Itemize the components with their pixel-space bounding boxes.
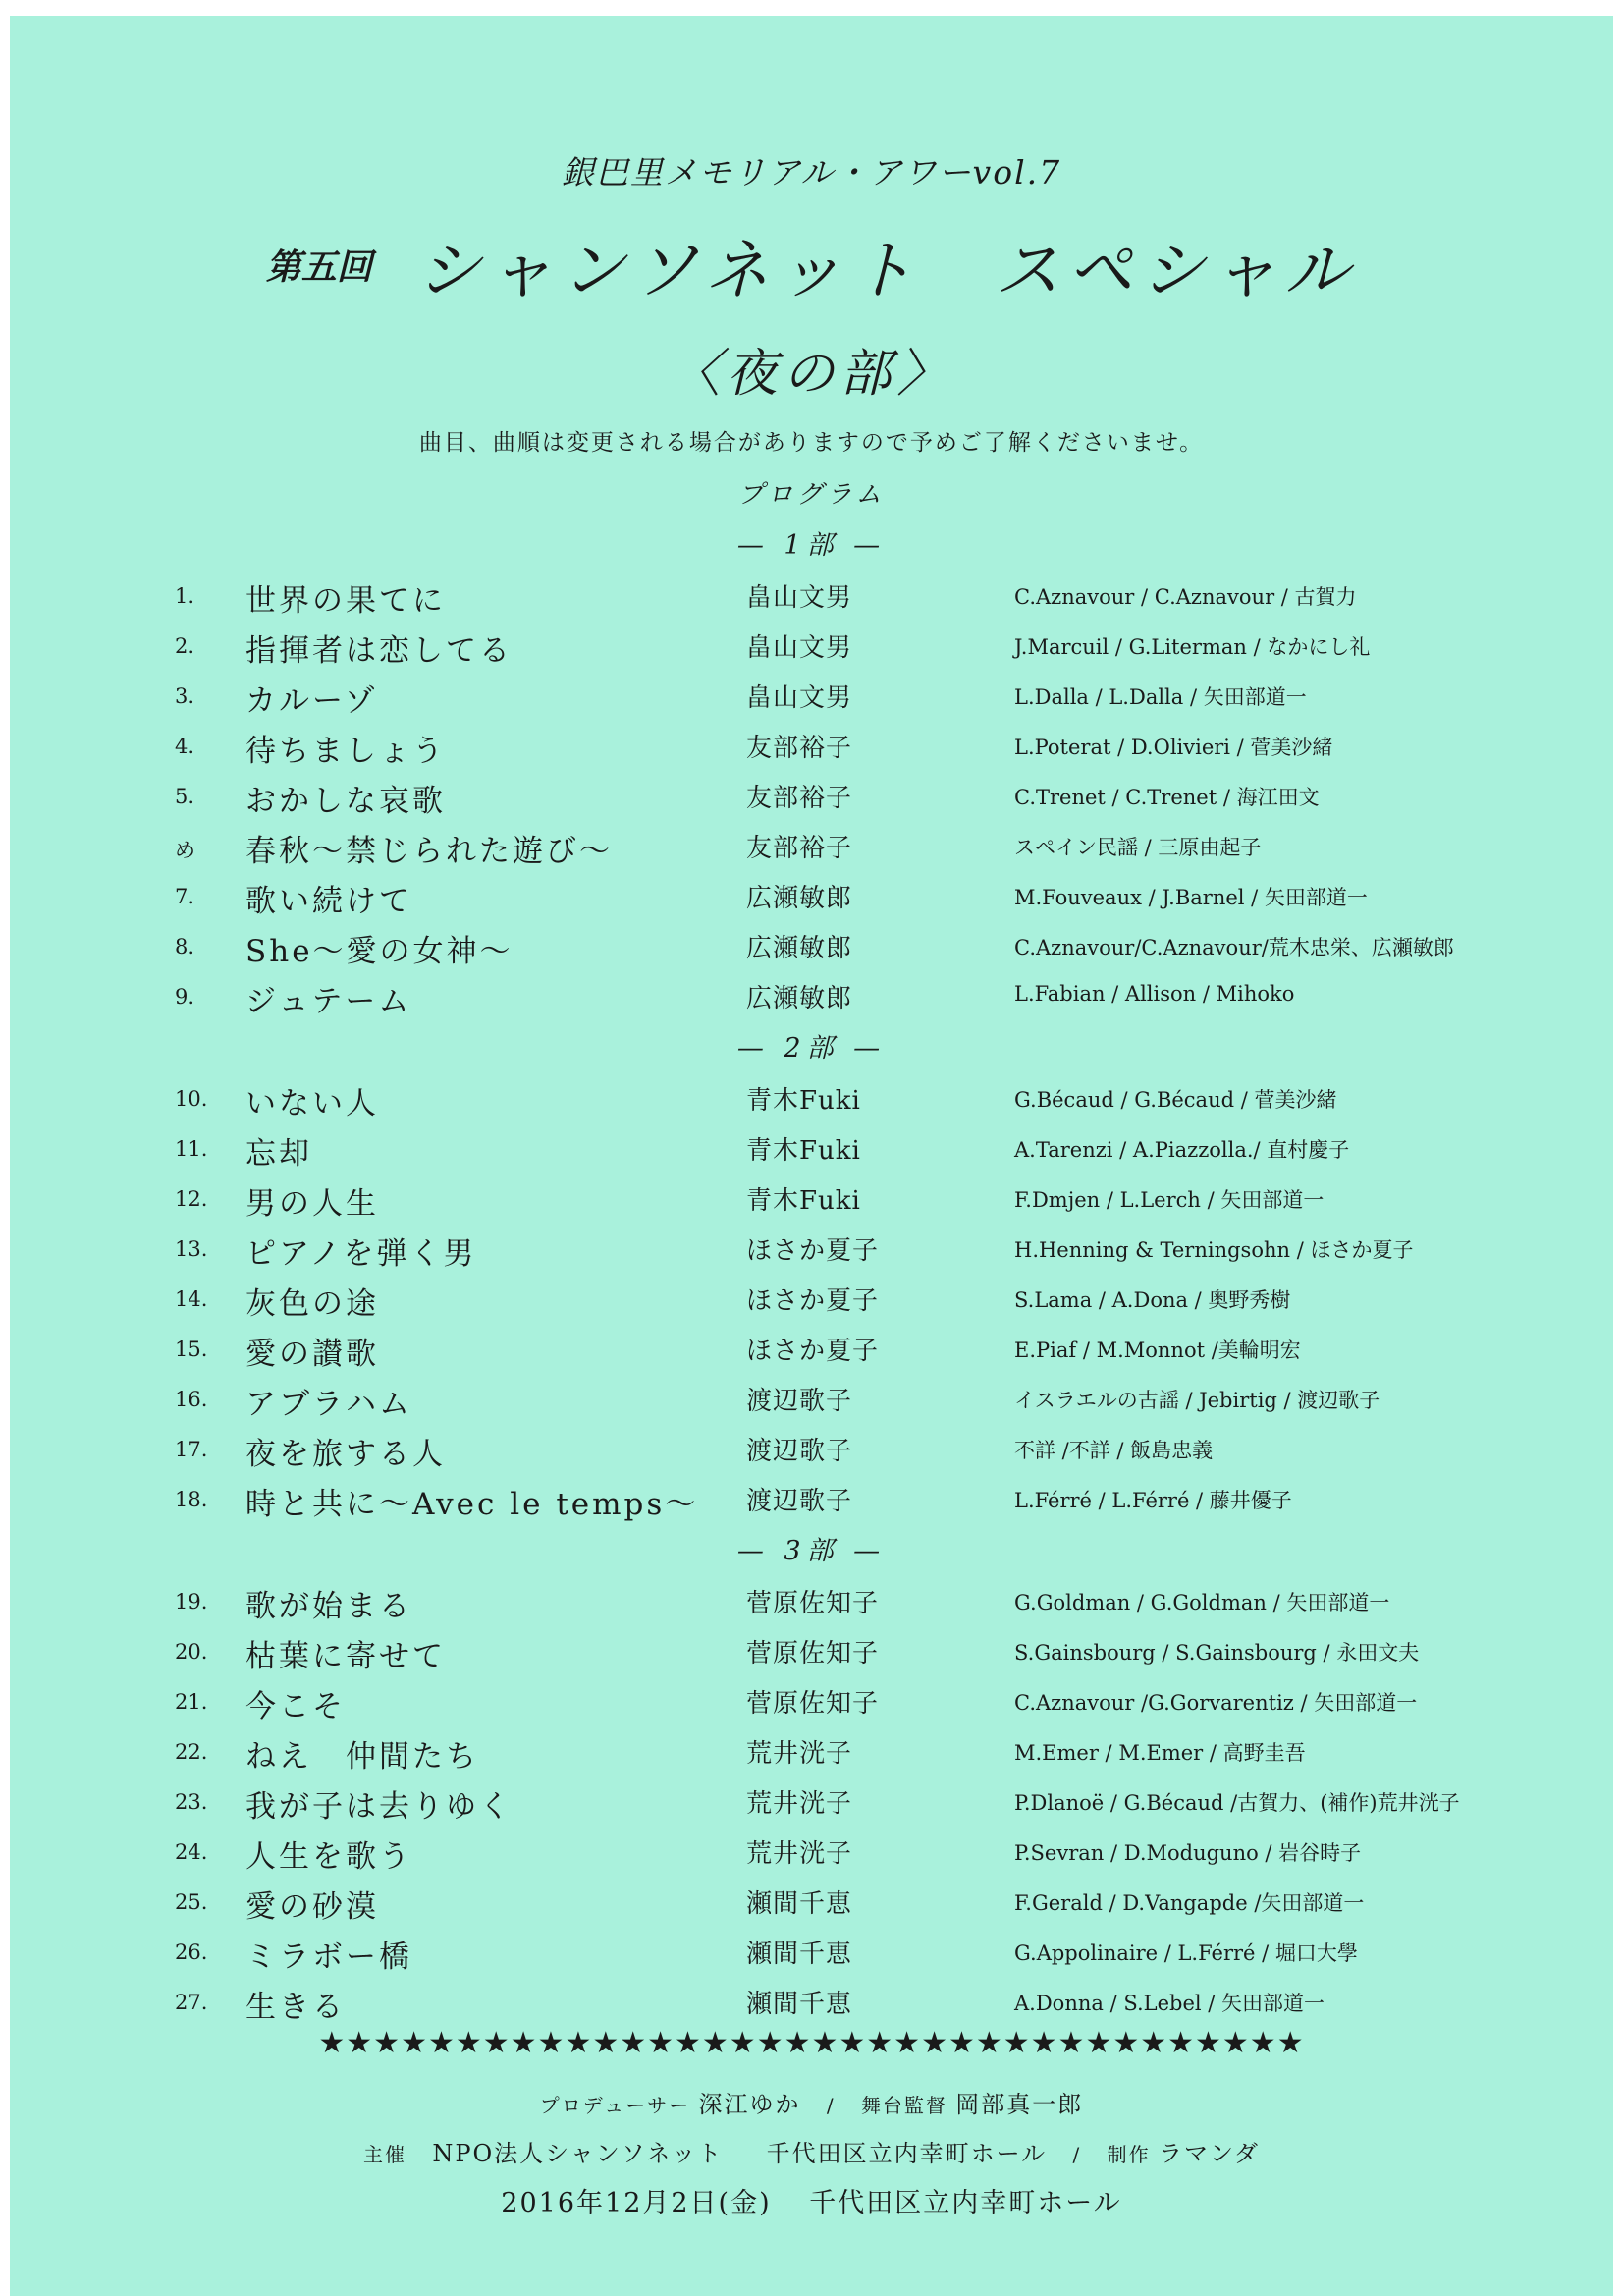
item-number: 5. [175, 785, 195, 808]
item-number: 7. [175, 885, 195, 908]
item-number: 16. [175, 1388, 208, 1411]
song-credit: L.Férré / L.Férré / 藤井優子 [1014, 1489, 1292, 1512]
song-title: 待ちましょう [245, 734, 446, 769]
program-row [0, 1423, 1623, 1472]
item-number: 23. [175, 1790, 208, 1814]
item-number: 11. [175, 1137, 208, 1161]
item-number: 18. [175, 1488, 208, 1511]
item-number: 13. [175, 1237, 208, 1261]
song-credit: A.Tarenzi / A.Piazzolla./ 直村慶子 [1014, 1138, 1350, 1162]
director-name: 岡部真一郎 [955, 2091, 1084, 2118]
date-line [0, 2181, 1623, 2219]
singer-name: 瀬間千恵 [746, 1940, 853, 1969]
program-row [0, 1776, 1623, 1825]
item-number: 8. [175, 935, 195, 958]
singer-name: 畠山文男 [746, 633, 853, 663]
item-number: 15. [175, 1338, 208, 1361]
song-title: 我が子は去りゆく [245, 1789, 513, 1825]
edition-label: 第五回 [265, 246, 372, 288]
item-number: め [175, 839, 195, 862]
item-number: 19. [175, 1590, 208, 1613]
song-title: ねえ 仲間たち [245, 1739, 479, 1775]
organizer-label: 主催 [363, 2143, 406, 2166]
song-credit: M.Emer / M.Emer / 高野圭吾 [1014, 1741, 1306, 1765]
singer-name: 荒井洸子 [746, 1739, 853, 1769]
song-title: カルーゾ [245, 683, 378, 719]
song-title: 愛の讃歌 [245, 1337, 379, 1372]
item-number: 10. [175, 1087, 208, 1111]
program-row [0, 920, 1623, 969]
program-row [0, 1273, 1623, 1322]
program-row [0, 1625, 1623, 1674]
song-title: 男の人生 [245, 1186, 379, 1222]
song-credit: F.Dmjen / L.Lerch / 矢田部道一 [1014, 1188, 1325, 1212]
song-title: 春秋〜禁じられた遊び〜 [245, 834, 613, 869]
part-label: 〈夜の部〉 [669, 345, 954, 404]
producer-name: 深江ゆか [698, 2091, 801, 2118]
song-title: 枯葉に寄せて [245, 1639, 446, 1674]
separator: / [826, 2094, 836, 2117]
program-row [0, 1876, 1623, 1925]
song-title: 愛の砂漠 [245, 1889, 379, 1925]
song-title: 歌が始まる [245, 1589, 412, 1624]
program-row [0, 1072, 1623, 1121]
item-number: 27. [175, 1991, 208, 2014]
singer-name: 荒井洸子 [746, 1839, 853, 1869]
program-row [0, 770, 1623, 819]
item-number: 9. [175, 985, 195, 1009]
song-title: 人生を歌う [245, 1839, 412, 1875]
item-number: 14. [175, 1287, 208, 1311]
singer-name: ほさか夏子 [746, 1337, 880, 1366]
section-label: — 2部 — [736, 1033, 887, 1064]
section-label: — 1部 — [736, 530, 887, 561]
song-credit: C.Aznavour/C.Aznavour/荒木忠栄、広瀬敏郎 [1014, 936, 1454, 959]
singer-name: ほさか夏子 [746, 1286, 880, 1316]
singer-name: 瀬間千恵 [746, 1889, 853, 1919]
program-row [0, 720, 1623, 769]
song-title: ジュテーム [245, 984, 412, 1019]
song-title: She〜愛の女神〜 [245, 934, 514, 969]
song-title: ミラボー橋 [245, 1940, 412, 1975]
main-title: シャンソネット スペシャル [416, 233, 1358, 308]
program-row [0, 1725, 1623, 1775]
program-row [0, 870, 1623, 919]
program-row [0, 1373, 1623, 1422]
singer-name: 瀬間千恵 [746, 1990, 853, 2019]
singer-name: 菅原佐知子 [746, 1639, 880, 1668]
song-title: ピアノを弾く男 [245, 1236, 477, 1272]
song-title: 忘却 [245, 1136, 312, 1172]
separator: / [1072, 2143, 1082, 2166]
program-row [0, 1122, 1623, 1172]
program-row [0, 570, 1623, 619]
song-title: おかしな哀歌 [245, 784, 446, 819]
song-credit: F.Gerald / D.Vangapde /矢田部道一 [1014, 1891, 1365, 1915]
song-credit: C.Trenet / C.Trenet / 海江田文 [1014, 786, 1320, 809]
program-row [0, 1675, 1623, 1724]
singer-name: 友部裕子 [746, 834, 853, 863]
program-row [0, 1323, 1623, 1372]
item-number: 20. [175, 1640, 208, 1664]
song-credit: イスラエルの古謡 / Jebirtig / 渡辺歌子 [1014, 1389, 1380, 1412]
singer-name: 渡辺歌子 [746, 1387, 853, 1416]
song-credit: L.Fabian / Allison / Mihoko [1014, 982, 1295, 1006]
song-title: 生きる [245, 1990, 346, 2025]
song-credit: J.Marcuil / G.Literman / なかにし礼 [1014, 635, 1371, 659]
song-title: 指揮者は恋してる [245, 633, 513, 669]
notice-text: 曲目、曲順は変更される場合がありますので予めご了解くださいませ。 [418, 430, 1205, 456]
item-number: 1. [175, 584, 195, 608]
event-venue: 千代田区立内幸町ホール [809, 2188, 1122, 2218]
singer-name: ほさか夏子 [746, 1236, 880, 1266]
song-credit: L.Poterat / D.Olivieri / 菅美沙緒 [1014, 736, 1333, 759]
song-title: 歌い続けて [245, 884, 412, 919]
item-number: 4. [175, 735, 195, 758]
singer-name: 青木Fuki [746, 1186, 861, 1216]
title-row [0, 218, 1623, 311]
song-title: 時と共に〜Avec le temps〜 [245, 1487, 699, 1522]
song-credit: S.Lama / A.Dona / 奥野秀樹 [1014, 1288, 1291, 1312]
program-row [0, 670, 1623, 719]
program-row [0, 1575, 1623, 1624]
singer-name: 青木Fuki [746, 1136, 861, 1166]
singer-name: 畠山文男 [746, 583, 853, 613]
song-credit: G.Appolinaire / L.Férré / 堀口大學 [1014, 1941, 1358, 1965]
song-title: 夜を旅する人 [245, 1437, 446, 1472]
venue-name: 千代田区立内幸町ホール [766, 2140, 1048, 2167]
producer-line [0, 2085, 1623, 2119]
song-credit: A.Donna / S.Lebel / 矢田部道一 [1014, 1992, 1325, 2015]
song-title: いない人 [245, 1086, 379, 1121]
singer-name: 青木Fuki [746, 1086, 861, 1116]
song-credit: G.Bécaud / G.Bécaud / 菅美沙緒 [1014, 1088, 1337, 1112]
program-row [0, 1976, 1623, 2025]
singer-name: 荒井洸子 [746, 1789, 853, 1819]
singer-name: 広瀬敏郎 [746, 984, 853, 1013]
program-row [0, 1223, 1623, 1272]
organizer-name: NPO法人シャンソネット [432, 2140, 724, 2167]
singer-name: 友部裕子 [746, 784, 853, 813]
singer-name: 友部裕子 [746, 734, 853, 763]
program-label: プログラム [737, 480, 886, 510]
organizer-line [0, 2134, 1623, 2168]
song-credit: P.Sevran / D.Moduguno / 岩谷時子 [1014, 1841, 1362, 1865]
song-credit: E.Piaf / M.Monnot /美輪明宏 [1014, 1339, 1301, 1362]
singer-name: 渡辺歌子 [746, 1487, 853, 1516]
series-title: 銀巴里メモリアル・アワーvol.7 [561, 153, 1062, 191]
song-credit: C.Aznavour /G.Gorvarentiz / 矢田部道一 [1014, 1691, 1418, 1715]
program-row [0, 1473, 1623, 1522]
song-credit: H.Henning & Terningsohn / ほさか夏子 [1014, 1238, 1414, 1262]
event-date: 2016年12月2日(金) [501, 2188, 772, 2218]
program-row [0, 1926, 1623, 1975]
item-number: 25. [175, 1890, 208, 1914]
program-row [0, 1826, 1623, 1875]
star-divider: ★★★★★★★★★★★★★★★★★★★★★★★★★★★★★★★★★★★★ [318, 2026, 1305, 2060]
production-label: 制作 [1107, 2143, 1151, 2166]
song-title: 今こそ [245, 1689, 346, 1724]
song-title: アブラハム [245, 1387, 412, 1422]
item-number: 26. [175, 1941, 208, 1964]
song-credit: L.Dalla / L.Dalla / 矢田部道一 [1014, 685, 1307, 709]
section-label: — 3部 — [736, 1536, 887, 1566]
item-number: 24. [175, 1840, 208, 1864]
singer-name: 菅原佐知子 [746, 1689, 880, 1719]
singer-name: 広瀬敏郎 [746, 884, 853, 913]
item-number: 3. [175, 684, 195, 708]
song-credit: M.Fouveaux / J.Barnel / 矢田部道一 [1014, 886, 1368, 909]
director-label: 舞台監督 [860, 2094, 947, 2117]
song-credit: 不詳 /不詳 / 飯島忠義 [1014, 1439, 1214, 1462]
producer-label: プロデューサー [539, 2094, 691, 2117]
item-number: 17. [175, 1438, 208, 1461]
singer-name: 畠山文男 [746, 683, 853, 713]
program-row [0, 1173, 1623, 1222]
item-number: 21. [175, 1690, 208, 1714]
program-row [0, 820, 1623, 869]
song-title: 世界の果てに [245, 583, 446, 619]
song-credit: S.Gainsbourg / S.Gainsbourg / 永田文夫 [1014, 1641, 1420, 1665]
program-row [0, 620, 1623, 669]
song-credit: スペイン民謡 / 三原由起子 [1014, 836, 1262, 859]
singer-name: 広瀬敏郎 [746, 934, 853, 963]
song-title: 灰色の途 [245, 1286, 379, 1322]
singer-name: 菅原佐知子 [746, 1589, 880, 1618]
item-number: 22. [175, 1740, 208, 1764]
program-row [0, 970, 1623, 1019]
song-credit: P.Dlanoë / G.Bécaud /古賀力、(補作)荒井洸子 [1014, 1791, 1460, 1815]
song-credit: G.Goldman / G.Goldman / 矢田部道一 [1014, 1591, 1390, 1614]
item-number: 2. [175, 634, 195, 658]
item-number: 12. [175, 1187, 208, 1211]
production-name: ラマンダ [1158, 2140, 1260, 2167]
singer-name: 渡辺歌子 [746, 1437, 853, 1466]
song-credit: C.Aznavour / C.Aznavour / 古賀力 [1014, 585, 1357, 609]
